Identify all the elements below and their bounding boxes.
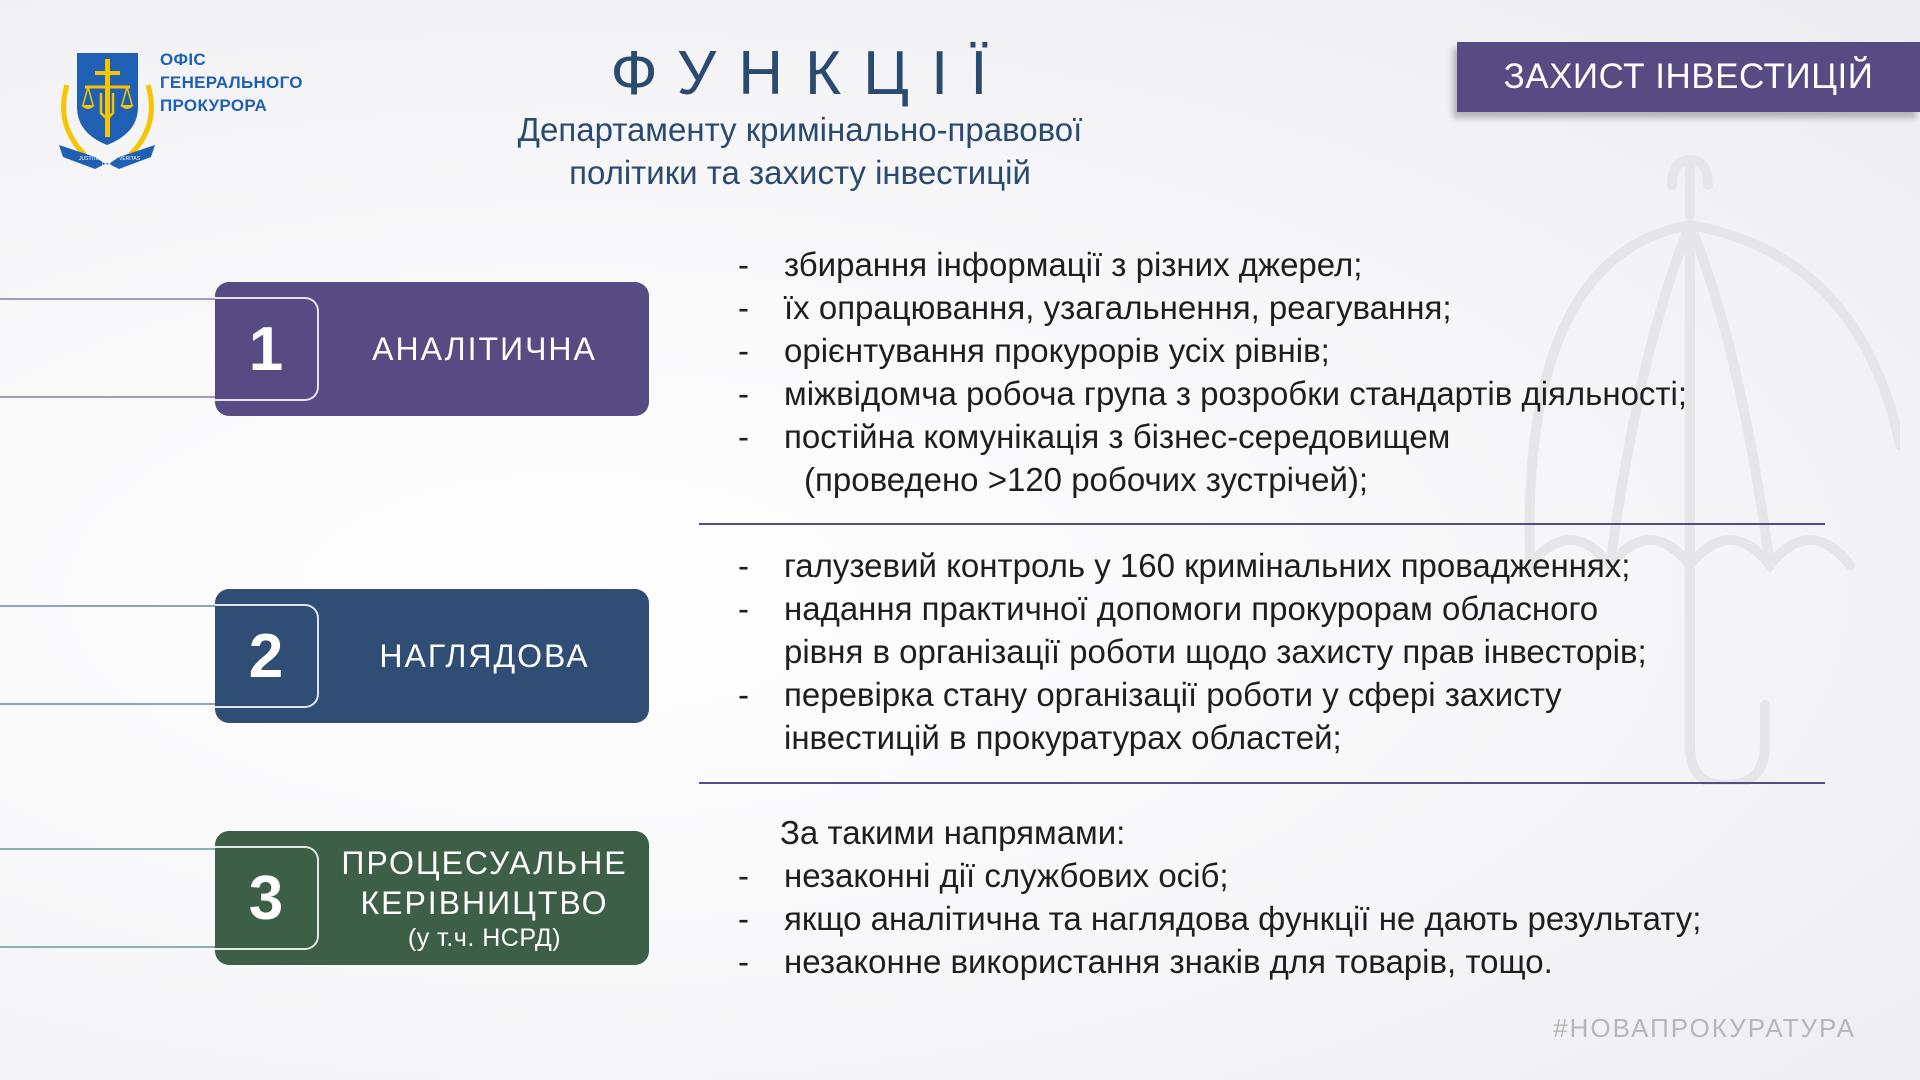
bullet-dash: -	[738, 900, 749, 937]
logo-motto-center: LEX	[102, 162, 112, 168]
bullet-dash: -	[738, 289, 749, 326]
bullet-dash: -	[738, 943, 749, 980]
logo-motto-right: VERITAS	[119, 156, 141, 162]
connector-line-3-bottom	[0, 946, 216, 948]
list-item	[730, 329, 1687, 372]
list-item	[730, 286, 1687, 329]
function-label-procedural	[320, 831, 649, 965]
divider-2	[699, 782, 1825, 784]
function-label-procedural-line2: КЕРІВНИЦТВО	[360, 885, 609, 921]
bullet-dash: -	[738, 590, 749, 627]
list-item-text: постійна комунікація з бізнес-середовищем	[784, 418, 1451, 455]
list-item-text: незаконне використання знаків для товарів, тощо.	[784, 943, 1553, 980]
function-label-analytical	[320, 282, 649, 416]
connector-line-2-bottom	[0, 703, 216, 705]
function-number-1: 1	[215, 297, 319, 401]
org-name	[160, 48, 303, 117]
connector-line-1-top	[0, 298, 216, 300]
function-label-procedural-sub: (у т.ч. НСРД)	[407, 924, 562, 952]
list-item	[730, 544, 1647, 587]
function-box-supervisory	[215, 589, 649, 723]
topic-badge: ЗАХИСТ ІНВЕСТИЦІЙ	[1457, 42, 1920, 112]
list-item-text: міжвідомча робоча група з розробки стандартів діяльності;	[784, 375, 1688, 412]
org-name-line2: ГЕНЕРАЛЬНОГО	[160, 73, 303, 92]
function-label-procedural-line1: ПРОЦЕСУАЛЬНЕ	[341, 845, 628, 881]
list-item-text: збирання інформації з різних джерел;	[784, 246, 1363, 283]
list-item-text: рівня в організації роботи щодо захисту прав інвесторів;	[784, 633, 1647, 670]
bullet-dash: -	[738, 418, 749, 455]
org-name-line1: ОФІС	[160, 50, 206, 69]
page-title: ФУНКЦІЇ	[610, 39, 1010, 108]
bullets-supervisory	[730, 544, 1647, 759]
divider-1	[699, 523, 1825, 525]
function-box-procedural	[215, 831, 649, 965]
list-intro	[730, 811, 1701, 854]
bullet-dash: -	[738, 375, 749, 412]
list-item-text: інвестицій в прокуратурах областей;	[784, 719, 1342, 756]
list-item	[730, 854, 1701, 897]
list-item-text: орієнтування прокурорів усіх рівнів;	[784, 332, 1330, 369]
bullet-dash: -	[738, 676, 749, 713]
bullet-dash: -	[738, 332, 749, 369]
list-item	[730, 243, 1687, 286]
list-item-text: якщо аналітична та наглядова функції не дають результату;	[784, 900, 1702, 937]
list-item	[730, 415, 1687, 458]
bullets-procedural	[730, 811, 1701, 983]
bullet-dash: -	[738, 246, 749, 283]
list-item	[730, 940, 1701, 983]
bullet-dash: -	[738, 857, 749, 894]
footer-hashtag: #НОВАПРОКУРАТУРА	[1553, 1013, 1856, 1043]
list-item-text: (проведено >120 робочих зустрічей);	[804, 461, 1369, 498]
list-item-text: галузевий контроль у 160 кримінальних провадженнях;	[784, 547, 1631, 584]
function-number-2: 2	[215, 604, 319, 708]
logo-motto-left: JUSTITIA	[79, 156, 101, 162]
page-subtitle	[410, 108, 1190, 194]
function-label-supervisory-text: НАГЛЯДОВА	[379, 638, 590, 674]
list-item	[730, 587, 1647, 630]
function-label-supervisory	[320, 589, 649, 723]
bullets-analytical	[730, 243, 1687, 501]
function-box-analytical	[215, 282, 649, 416]
list-item-continuation	[730, 630, 1647, 673]
list-item-text: перевірка стану організації роботи у сфері захисту	[784, 676, 1562, 713]
list-item	[730, 673, 1647, 716]
list-item-text: незаконні дії службових осіб;	[784, 857, 1229, 894]
subtitle-line1: Департаменту кримінально-правової	[517, 111, 1083, 148]
function-number-3: 3	[215, 846, 319, 950]
list-item-continuation	[730, 458, 1687, 501]
list-item-text: їх опрацювання, узагальнення, реагування;	[784, 289, 1452, 326]
bullet-dash: -	[738, 547, 749, 584]
list-item-continuation	[730, 716, 1647, 759]
connector-line-3-top	[0, 848, 216, 850]
function-label-analytical-text: АНАЛІТИЧНА	[372, 331, 597, 367]
org-name-line3: ПРОКУРОРА	[160, 96, 268, 115]
connector-line-2-top	[0, 605, 216, 607]
list-intro-text: За такими напрямами:	[780, 814, 1126, 851]
subtitle-line2: політики та захисту інвестицій	[569, 154, 1031, 191]
connector-line-1-bottom	[0, 396, 216, 398]
list-item	[730, 897, 1701, 940]
prosecutor-office-logo	[55, 45, 160, 170]
list-item-text: надання практичної допомоги прокурорам обласного	[784, 590, 1599, 627]
list-item	[730, 372, 1687, 415]
